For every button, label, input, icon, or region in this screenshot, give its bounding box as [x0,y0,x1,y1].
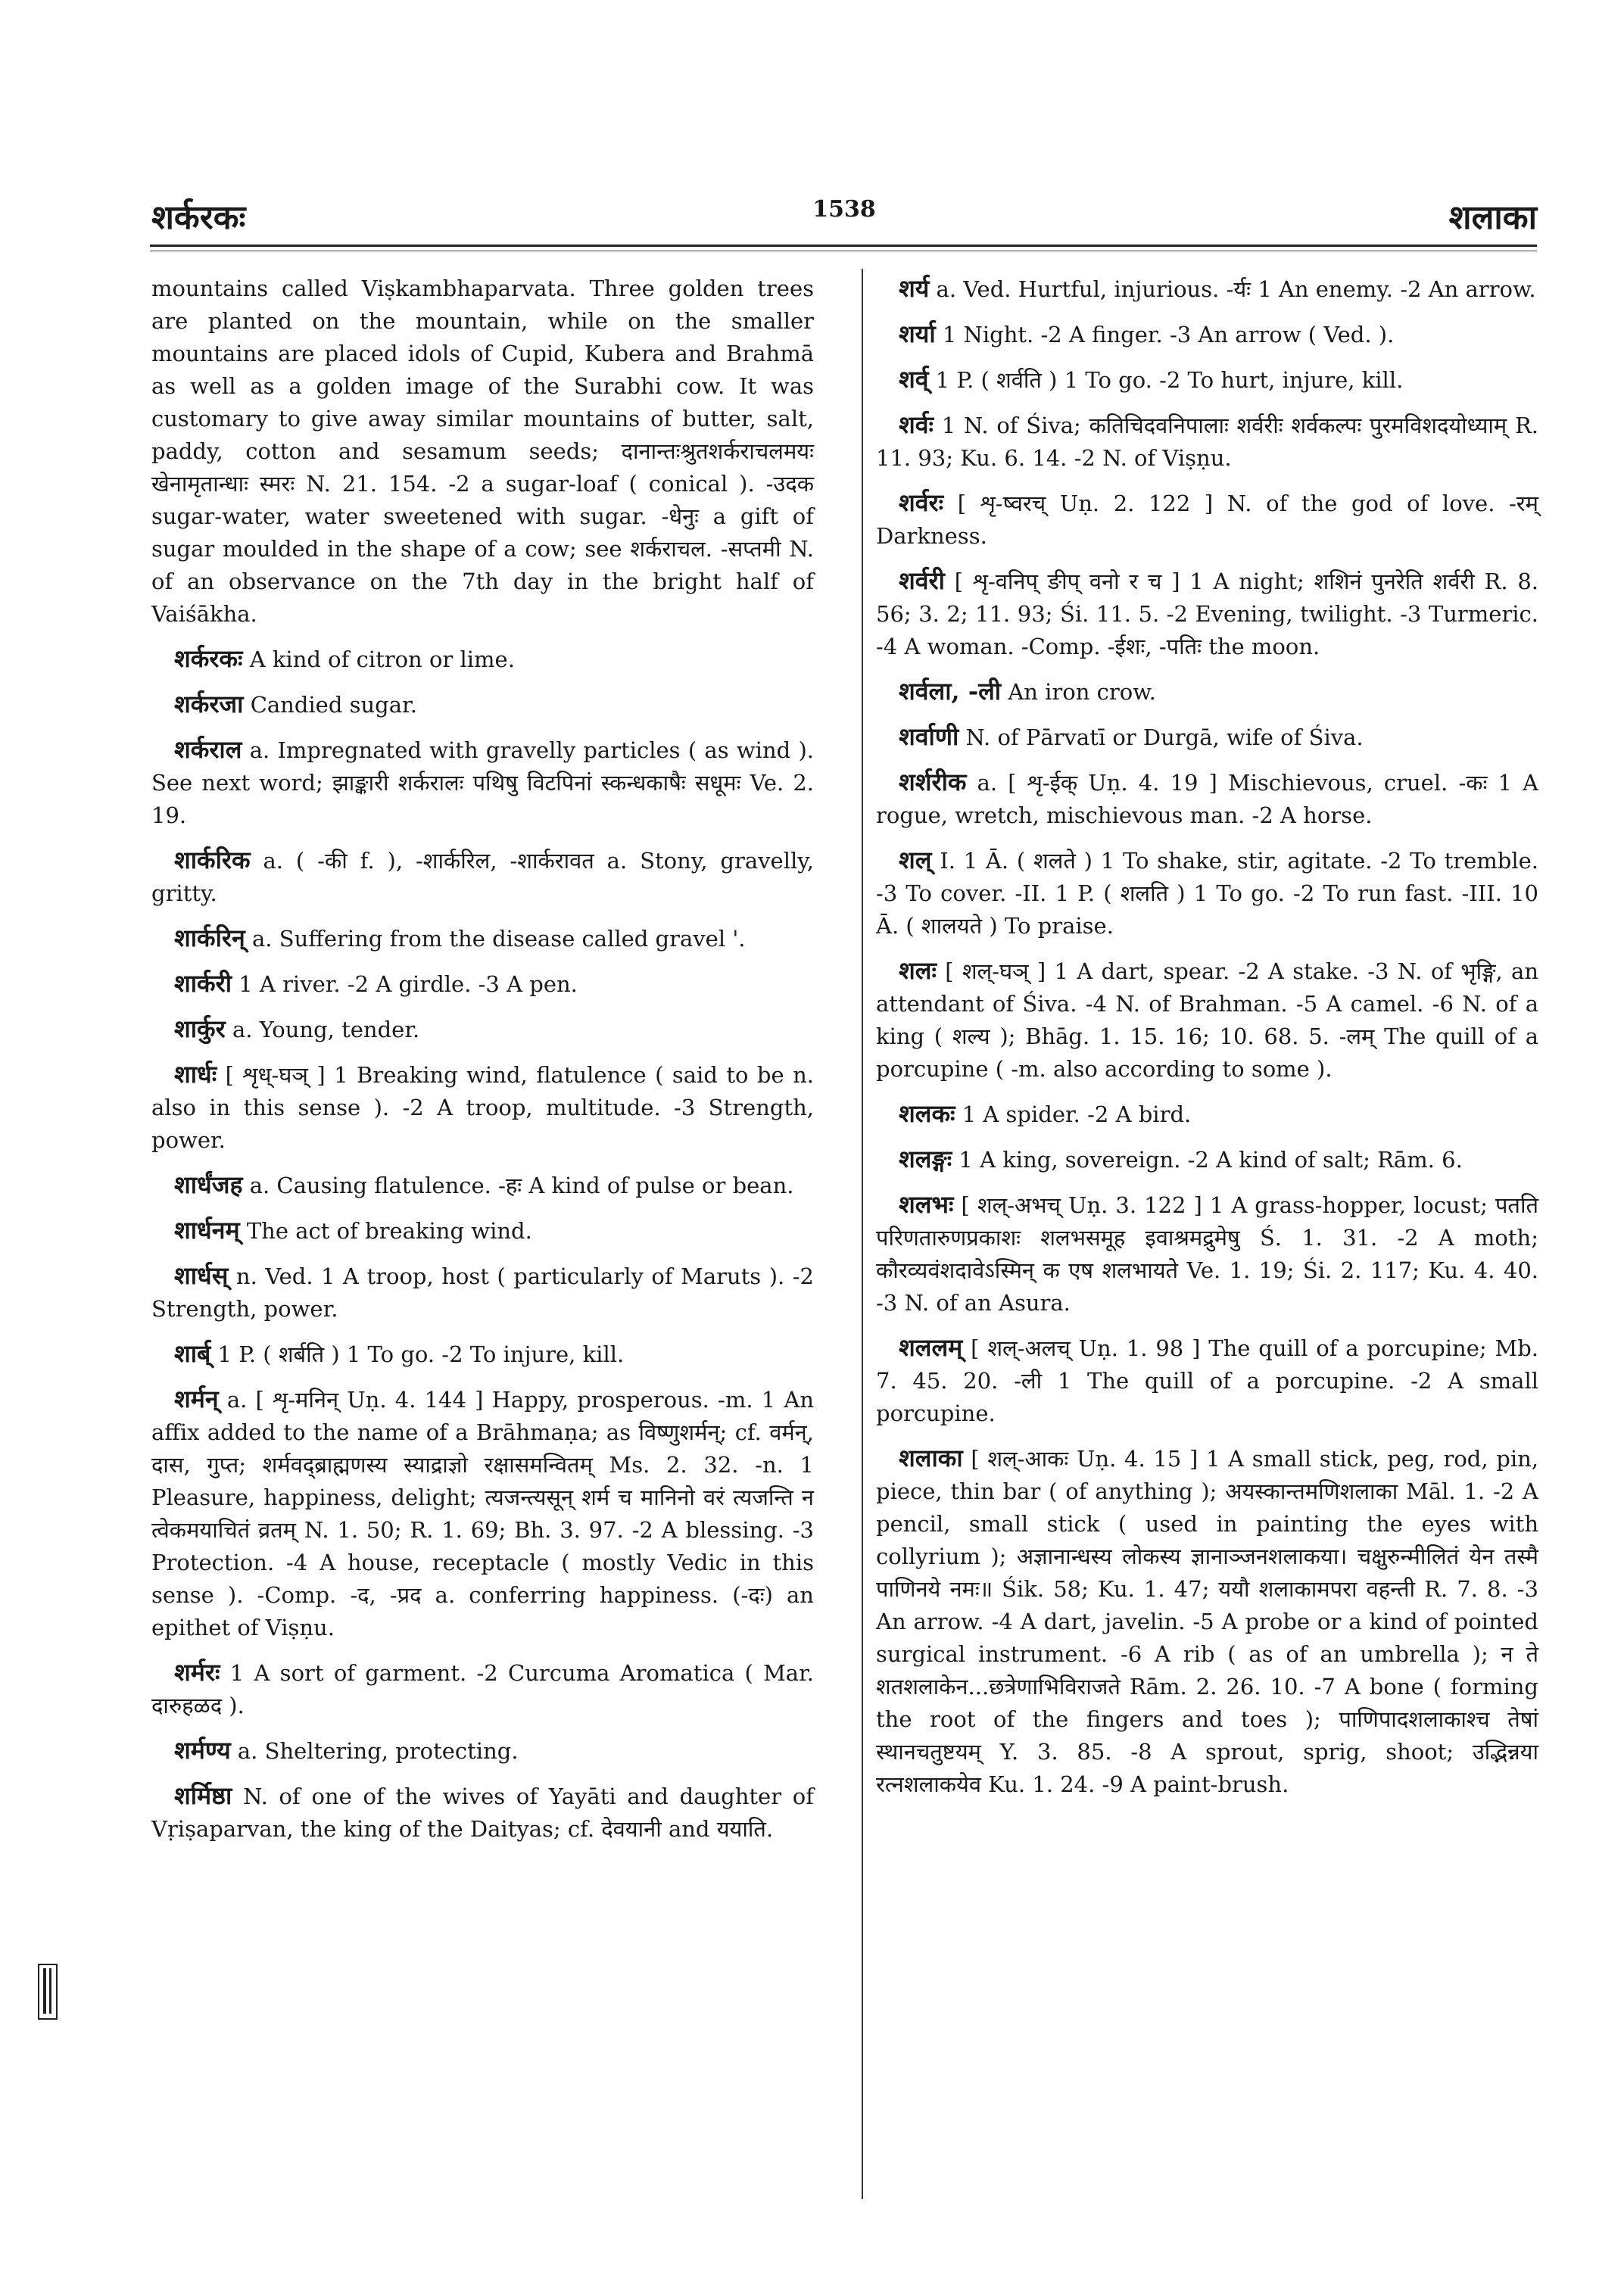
entry-text: mountains called Viṣkambhaparvata. Three golden trees are planted on the mountain, while on the smaller mountains are placed idols of Cupid, Kubera and Brahmā as well as a golden image of the Surabhi cow. It was customary to give away similar mountains of butter, salt, paddy, cotton and sesamum seeds; दानान्तःश्रुतशर्कराचलमयः खेनामृतान्धाः स्मरः N. 21. 154. -2 a sugar-loaf ( conical ). -उदक sugar-water, water sweetened with sugar. -धेनुः a gift of sugar moulded in the shape of a cow; see शर्कराचल. -सप्तमी N. of an observance on the 7th day in the bright half of Vaiśākha. [151,276,814,627]
entry-text: [ शृ-ष्वरच् Uṇ. 2. 122 ] N. of the god of love. -रम् Darkness. [876,491,1539,549]
entry-text: The act of breaking wind. [246,1218,532,1244]
entry-text: 1 N. of Śiva; कतिचिदवनिपालाः शर्वरीः शर्वकल्पः पुरमविशदयोध्याम् R. 11. 93; Ku. 6. 14. -2 N. of Viṣṇu. [876,413,1539,471]
entry-headword: शर्वला, -ली [899,677,1002,706]
entry-text: a. Impregnated with gravelly particles ( as wind ). See next word; झाङ्कारी शर्करालः पथिषु विटपिनां स्कन्धकाषैः सधूमः Ve. 2. 19. [151,737,815,828]
dictionary-entry [876,844,1538,942]
entry-headword: शार्कुर [174,1014,226,1043]
dictionary-entry [876,273,1538,306]
entry-text: N. of one of the wives of Yayāti and daughter of Vṛiṣaparvan, the king of the Daityas; cf. देवयानी and ययाति. [151,1784,814,1842]
header-rule [150,245,1537,247]
dictionary-entry [151,1383,814,1644]
entry-text: [ शल्-अभच् Uṇ. 3. 122 ] 1 A grass-hopper, locust; पतति परिणतारुणप्रकाशः शलभसमूह इवाश्रमद्रुमेषु Ś. 1. 31. -2 A moth; कौरव्यवंशदावेऽस्मिन् क एष शलभायते Ve. 1. 19; Śi. 2. 117; Ku. 4. 40. -3 N. of an Asura. [876,1192,1538,1316]
entry-headword: शलकः [899,1099,955,1128]
entry-headword: शर्वरः [899,488,944,517]
entry-headword: शर्या [899,319,936,348]
entry-headword: शलभः [899,1190,954,1219]
entry-text: 1 A sort of garment. -2 Curcuma Aromatica ( Mar. दारुहळद ). [151,1660,814,1718]
entry-text: a. [ शृ-ईक् Uṇ. 4. 19 ] Mischievous, cruel. -कः 1 A rogue, wretch, mischievous man. -2 A horse. [876,770,1539,828]
entry-headword: शर्मन् [174,1385,219,1413]
dictionary-entry [876,766,1538,832]
entry-headword: शर्करकः [174,644,243,673]
dictionary-entry [876,675,1538,709]
dictionary-entry [876,318,1538,351]
entry-headword: शर्व् [899,365,929,394]
entry-text: a. ( -की f. ), -शार्करिल, -शार्करावत a. Stony, gravelly, gritty. [151,848,814,906]
entry-text: [ शृध्-घञ् ] 1 Breaking wind, flatulence ( said to be n. also in this sense ). -2 A troop, multitude. -3 Strength, power. [151,1062,814,1153]
entry-headword: शर्मरः [174,1658,220,1687]
dictionary-entry [151,922,814,955]
entry-text: An iron crow. [1008,679,1156,705]
entry-text: 1 A king, sovereign. -2 A kind of salt; Rām. 6. [959,1147,1463,1173]
entry-headword: शललम् [899,1333,963,1362]
entry-text: [ शल्-अलच् Uṇ. 1. 98 ] The quill of a porcupine; Mb. 7. 45. 20. -ली 1 The quill of a porcupine. -2 A small porcupine. [876,1335,1538,1426]
page-header [151,193,1537,238]
entry-text: 1 A spider. -2 A bird. [962,1101,1192,1127]
dictionary-entry [151,273,814,631]
dictionary-entry [151,1338,814,1371]
dictionary-entry [876,1189,1538,1319]
dictionary-entry [876,363,1538,397]
dictionary-entry [151,967,814,1001]
entry-headword: शलाका [899,1444,963,1472]
entry-headword: शर्य [899,274,930,303]
dictionary-entry [151,844,814,910]
entry-headword: शर्वरी [899,566,945,595]
entry-headword: शार्धनम् [174,1216,240,1245]
dictionary-entry [876,955,1538,1086]
entry-text: A kind of citron or lime. [249,646,515,672]
entry-headword: शलङ्गः [899,1145,952,1173]
entry-text: a. [ शृ-मनिन् Uṇ. 4. 144 ] Happy, prosperous. -m. 1 An affix added to the name of a Brāhmaṇa; as विष्णुशर्मन्; cf. वर्मन्, दास, गुप्त; शर्मवद्ब्राह्मणस्य स्याद्राज्ञो रक्षासमन्वितम् Ms. 2. 32. -n. 1 Pleasure, happiness, delight; त्यजन्त्यसून् शर्म च मानिनो वरं त्यजन्ति न त्वेकमयाचितं व्रतम् N. 1. 50; R. 1. 69; Bh. 3. 97. -2 A blessing. -3 Protection. -4 A house, receptacle ( mostly Vedic in this sense ). -Comp. -द, -प्रद a. conferring happiness. (-दः) an epithet of Viṣṇu. [151,1387,815,1640]
entry-headword: शर्करजा [174,690,244,718]
entry-headword: शर्वाणी [899,722,959,751]
entry-headword: शल् [899,846,932,874]
entry-headword: शर्कराल [174,735,242,764]
dictionary-entry [151,1013,814,1046]
dictionary-entry [876,721,1538,754]
dictionary-entry [876,409,1538,475]
dictionary-entry [151,643,814,676]
entry-text: a. Causing flatulence. -हः A kind of pulse or bean. [249,1173,794,1198]
header-right-guideword: शलाका [1448,198,1537,237]
dictionary-entry [876,1442,1538,1801]
entry-text: [ शल्-घञ् ] 1 A dart, spear. -2 A stake. -3 N. of भृङ्गि, an attendant of Śiva. -4 N. of Brahman. -5 A camel. -6 N. of a king ( शल्य ); Bhāg. 1. 15. 16; 10. 68. 5. -लम् The quill of a porcupine ( -m. also according to some ). [876,958,1539,1082]
dictionary-entry [151,1058,814,1157]
entry-text: N. of Pārvatī or Durgā, wife of Śiva. [965,724,1364,750]
entry-headword: शार्करी [174,969,232,998]
entry-headword: शार्ब् [174,1339,211,1368]
left-column [151,273,814,1858]
entry-text: [ शल्-आकः Uṇ. 4. 15 ] 1 A small stick, peg, rod, pin, piece, thin bar ( of anything ); अयस्कान्तमणिशलाका Māl. 1. -2 A pencil, small stick ( used in painting the eyes with collyrium ); अज्ञानान्धस्य लोकस्य ज्ञानाञ्जनशलाकया। चक्षुरुन्मीलितं येन तस्मै पाणिनये नमः॥ Śik. 58; Ku. 1. 47; ययौ शलाकामपरा वहन्ती R. 7. 8. -3 An arrow. -4 A dart, javelin. -5 A probe or a kind of pointed surgical instrument. -6 A rib ( as of an umbrella ); न ते शतशलाकेन...छत्रेणाभिविराजते Rām. 2. 26. 10. -7 A bone ( forming the root of the fingers and toes ); पाणिपादशलाकाश्च तेषां स्थानचतुष्टयम् Y. 3. 85. -8 A sprout, sprig, shoot; उद्भिन्नया रत्नशलाकयेव Ku. 1. 24. -9 A paint-brush. [876,1446,1539,1797]
dictionary-entry [151,1260,814,1326]
entry-text: n. Ved. 1 A troop, host ( particularly of Maruts ). -2 Strength, power. [151,1263,815,1322]
entry-headword: शार्करिन् [174,924,245,952]
entry-text: 1 A river. -2 A girdle. -3 A pen. [238,971,578,997]
entry-headword: शर्मण्य [174,1736,231,1765]
entry-headword: शर्मिष्ठा [174,1781,232,1810]
page-number: 1538 [812,196,876,223]
dictionary-entry [876,1332,1538,1430]
entry-headword: शार्धस् [174,1261,229,1290]
entry-headword: शार्करिक [174,846,251,874]
dictionary-entry [151,688,814,721]
dictionary-entry [151,1656,814,1722]
entry-text: Candied sugar. [250,692,417,718]
entry-text: I. 1 Ā. ( शलते ) 1 To shake, stir, agitate. -2 To tremble. -3 To cover. -II. 1 P. ( शलति ) 1 To go. -2 To run fast. -III. 10 Ā. ( शालयते ) To praise. [876,848,1538,939]
dictionary-entry [151,734,814,832]
entry-text: 1 Night. -2 A finger. -3 An arrow ( Ved. ). [942,322,1395,347]
entry-headword: शार्धः [174,1060,217,1089]
dictionary-entry [876,487,1538,553]
dictionary-entry [876,1098,1538,1131]
dictionary-entry [876,565,1538,663]
margin-mark [38,1964,58,2020]
entry-headword: शर्शरीक [899,768,967,796]
dictionary-entry [876,1143,1538,1176]
dictionary-entry [151,1169,814,1202]
header-left-guideword: शर्करकः [151,198,246,237]
entry-text: [ शृ-वनिप् ङीप् वनो र च ] 1 A night; शशिनं पुनरेति शर्वरी R. 8. 56; 3. 2; 11. 93; Śi. 11. 5. -2 Evening, twilight. -3 Turmeric. -4 A woman. -Comp. -ईशः, -पतिः the moon. [876,569,1539,659]
entry-headword: शार्धंजह [174,1170,243,1199]
entry-headword: शर्वः [899,410,934,439]
entry-text: 1 P. ( शर्बति ) 1 To go. -2 To injure, kill. [217,1341,625,1367]
dictionary-entry [151,1214,814,1248]
entry-text: a. Suffering from the disease called gravel '. [251,926,746,952]
entry-text: 1 P. ( शर्वति ) 1 To go. -2 To hurt, injure, kill. [935,367,1404,393]
column-divider [862,269,863,2199]
entry-text: a. Ved. Hurtful, injurious. -र्यः 1 An enemy. -2 An arrow. [936,276,1536,302]
entry-text: a. Young, tender. [232,1017,420,1042]
dictionary-entry [151,1780,814,1846]
dictionary-entry [151,1734,814,1768]
entry-headword: शलः [899,956,937,985]
entry-text: a. Sheltering, protecting. [237,1738,519,1764]
right-column [876,273,1538,1813]
